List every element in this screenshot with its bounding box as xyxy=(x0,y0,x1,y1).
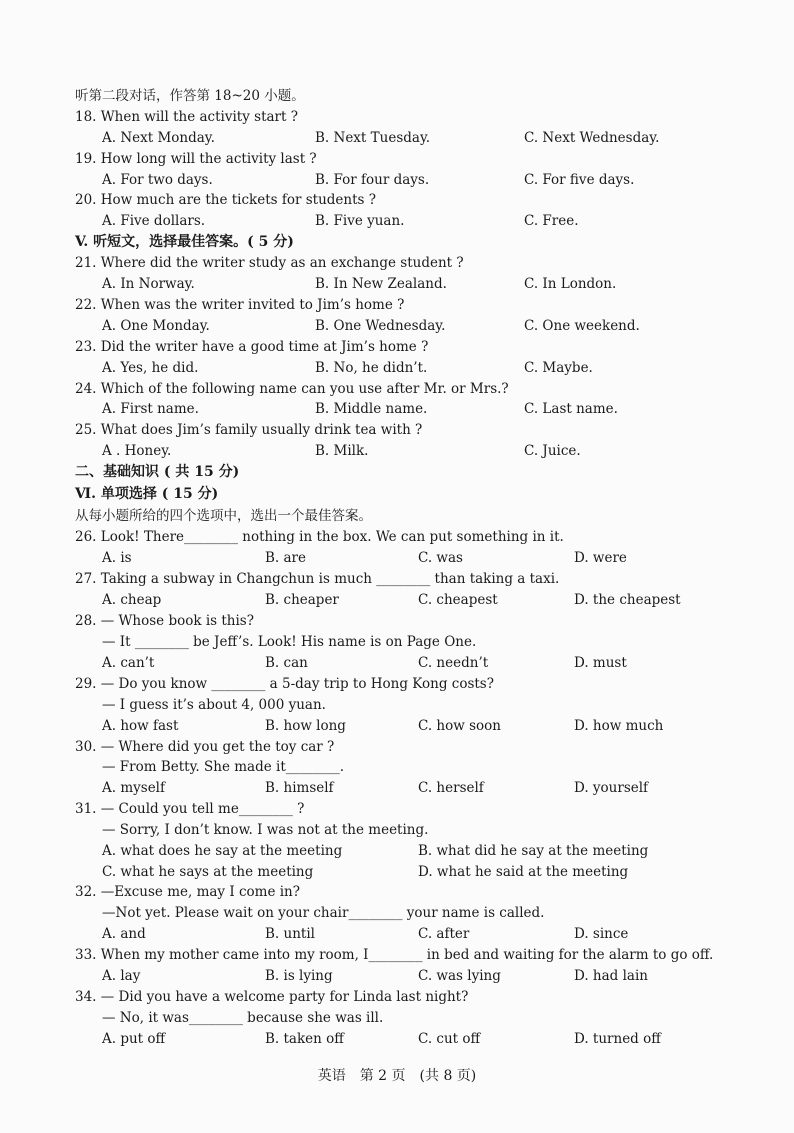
option-a: A. can’t xyxy=(102,655,155,671)
option-a: A. For two days. xyxy=(102,172,213,188)
option-c: C. cheapest xyxy=(418,592,498,608)
option-c: C. was xyxy=(418,550,463,566)
question-32-options xyxy=(0,924,794,944)
question-32 xyxy=(0,882,794,902)
option-a: A. One Monday. xyxy=(102,318,210,334)
option-c: C. after xyxy=(418,926,470,942)
option-a: A. put off xyxy=(102,1031,166,1047)
option-c: C. how soon xyxy=(418,718,501,734)
section-v-heading: V. 听短文，选择最佳答案。( 5 分) xyxy=(75,234,294,250)
question-22-options xyxy=(0,316,794,336)
question-31-line2 xyxy=(0,820,794,840)
question-stem-line2: — No, it was________ because she was ill. xyxy=(102,1010,384,1026)
question-32-line2 xyxy=(0,903,794,923)
option-a: A. myself xyxy=(102,780,165,796)
question-31-options-cd xyxy=(0,862,794,882)
question-31 xyxy=(0,799,794,819)
question-stem: 23. Did the writer have a good time at Jim’s home ? xyxy=(75,339,429,355)
section-vi-instruction: 从每小题所给的四个选项中，选出一个最佳答案。 xyxy=(75,508,372,524)
option-c: C. cut off xyxy=(418,1031,481,1047)
option-a: A. cheap xyxy=(102,592,162,608)
option-b: B. how long xyxy=(265,718,346,734)
question-stem: 25. What does Jim’s family usually drink tea with ? xyxy=(75,422,423,438)
question-stem-line2: — Sorry, I don’t know. I was not at the meeting. xyxy=(102,822,429,838)
question-20-options xyxy=(0,211,794,231)
option-b: B. can xyxy=(265,655,308,671)
question-stem: 31. — Could you tell me________ ? xyxy=(75,801,305,817)
question-34 xyxy=(0,987,794,1007)
option-d: D. were xyxy=(574,550,627,566)
question-18 xyxy=(0,107,794,127)
option-d: D. the cheapest xyxy=(574,592,681,608)
question-21-options xyxy=(0,274,794,294)
option-b: B. No, he didn’t. xyxy=(315,360,428,376)
question-30-line2 xyxy=(0,757,794,777)
option-a: A. First name. xyxy=(102,401,199,417)
option-c: C. what he says at the meeting xyxy=(102,864,314,880)
question-stem: 28. — Whose book is this? xyxy=(75,613,254,629)
option-c: C. Juice. xyxy=(524,443,581,459)
option-b: B. Middle name. xyxy=(315,401,428,417)
question-stem: 27. Taking a subway in Changchun is much ________ than taking a taxi. xyxy=(75,571,560,587)
option-b: B. is lying xyxy=(265,968,333,984)
option-c: C. Maybe. xyxy=(524,360,593,376)
question-29-line2 xyxy=(0,695,794,715)
question-stem: 18. When will the activity start ? xyxy=(75,109,298,125)
question-stem: 30. — Where did you get the toy car ? xyxy=(75,739,335,755)
question-stem: 20. How much are the tickets for students ? xyxy=(75,192,376,208)
question-28-line2 xyxy=(0,632,794,652)
option-c: C. needn’t xyxy=(418,655,489,671)
question-31-options-ab xyxy=(0,841,794,861)
option-d: D. turned off xyxy=(574,1031,661,1047)
question-stem-line2: — It ________ be Jeff’s. Look! His name is on Page One. xyxy=(102,634,477,650)
question-stem: 29. — Do you know ________ a 5-day trip to Hong Kong costs? xyxy=(75,676,494,692)
question-22 xyxy=(0,295,794,315)
question-19 xyxy=(0,149,794,169)
option-a: A. In Norway. xyxy=(102,276,195,292)
question-20 xyxy=(0,190,794,210)
option-d: D. since xyxy=(574,926,629,942)
option-c: C. herself xyxy=(418,780,484,796)
question-25-options xyxy=(0,441,794,461)
option-a: A. Five dollars. xyxy=(102,213,206,229)
option-a: A. lay xyxy=(102,968,141,984)
question-stem: 26. Look! There________ nothing in the box. We can put something in it. xyxy=(75,529,564,545)
option-a: A. Next Monday. xyxy=(102,130,215,146)
option-c: C. Next Wednesday. xyxy=(524,130,660,146)
option-d: D. had lain xyxy=(574,968,648,984)
option-b: B. himself xyxy=(265,780,334,796)
option-b: B. One Wednesday. xyxy=(315,318,446,334)
question-stem: 33. When my mother came into my room, I________ in bed and waiting for the alarm to go off. xyxy=(75,947,714,963)
question-28 xyxy=(0,611,794,631)
question-33 xyxy=(0,945,794,965)
part-two-heading: 二、基础知识 ( 共 15 分) xyxy=(75,464,240,480)
option-b: B. until xyxy=(265,926,315,942)
option-b: B. are xyxy=(265,550,306,566)
question-30-options xyxy=(0,778,794,798)
question-24-options xyxy=(0,399,794,419)
option-c: C. was lying xyxy=(418,968,501,984)
question-stem: 21. Where did the writer study as an exchange student ? xyxy=(75,255,464,271)
question-29 xyxy=(0,674,794,694)
question-28-options xyxy=(0,653,794,673)
question-stem-line2: —Not yet. Please wait on your chair________ your name is called. xyxy=(102,905,545,921)
question-34-line2 xyxy=(0,1008,794,1028)
option-c: C. One weekend. xyxy=(524,318,640,334)
option-c: C. Free. xyxy=(524,213,579,229)
option-b: B. Five yuan. xyxy=(315,213,405,229)
question-21 xyxy=(0,253,794,273)
option-b: B. taken off xyxy=(265,1031,344,1047)
question-stem-line2: — From Betty. She made it________. xyxy=(102,759,345,775)
option-d: D. what he said at the meeting xyxy=(418,864,629,880)
option-d: D. must xyxy=(574,655,627,671)
question-stem: 34. — Did you have a welcome party for Linda last night? xyxy=(75,989,469,1005)
question-stem: 32. —Excuse me, may I come in? xyxy=(75,884,300,900)
question-18-options xyxy=(0,128,794,148)
question-29-options xyxy=(0,716,794,736)
question-27 xyxy=(0,569,794,589)
option-b: B. what did he say at the meeting xyxy=(418,843,649,859)
option-c: C. Last name. xyxy=(524,401,618,417)
question-23-options xyxy=(0,358,794,378)
question-stem: 22. When was the writer invited to Jim’s home ? xyxy=(75,297,405,313)
option-d: D. how much xyxy=(574,718,664,734)
listening-intro-18-20: 听第二段对话，作答第 18~20 小题。 xyxy=(75,88,305,104)
option-a: A. is xyxy=(102,550,132,566)
question-stem: 19. How long will the activity last ? xyxy=(75,151,317,167)
option-d: D. yourself xyxy=(574,780,649,796)
option-c: C. For five days. xyxy=(524,172,635,188)
question-26-options xyxy=(0,548,794,568)
option-a: A. how fast xyxy=(102,718,179,734)
option-b: B. For four days. xyxy=(315,172,430,188)
question-23 xyxy=(0,337,794,357)
option-a: A. and xyxy=(102,926,146,942)
option-b: B. In New Zealand. xyxy=(315,276,447,292)
question-26 xyxy=(0,527,794,547)
page-footer: 英语 第 2 页 (共 8 页) xyxy=(317,1068,477,1084)
option-a: A. what does he say at the meeting xyxy=(102,843,343,859)
question-stem: 24. Which of the following name can you use after Mr. or Mrs.? xyxy=(75,381,509,397)
question-33-options xyxy=(0,966,794,986)
question-19-options xyxy=(0,170,794,190)
option-b: B. Next Tuesday. xyxy=(315,130,431,146)
question-34-options xyxy=(0,1029,794,1049)
option-a: A . Honey. xyxy=(102,443,172,459)
question-25 xyxy=(0,420,794,440)
question-30 xyxy=(0,737,794,757)
option-a: A. Yes, he did. xyxy=(102,360,199,376)
option-b: B. cheaper xyxy=(265,592,339,608)
question-24 xyxy=(0,379,794,399)
question-stem-line2: — I guess it’s about 4, 000 yuan. xyxy=(102,697,326,713)
option-b: B. Milk. xyxy=(315,443,369,459)
question-27-options xyxy=(0,590,794,610)
option-c: C. In London. xyxy=(524,276,617,292)
section-vi-heading: Ⅵ. 单项选择 ( 15 分) xyxy=(75,486,219,502)
